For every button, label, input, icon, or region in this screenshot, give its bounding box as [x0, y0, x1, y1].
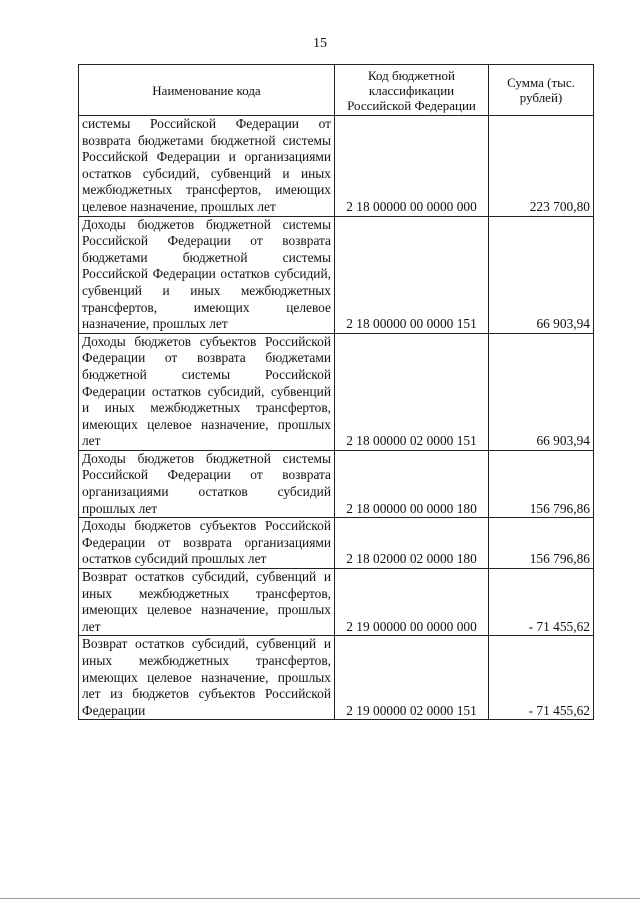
row-sum: 156 796,86 — [489, 450, 594, 517]
header-sum: Сумма (тыс. рублей) — [489, 65, 594, 116]
page-number: 15 — [313, 36, 327, 51]
row-code: 2 18 00000 00 0000 151 — [335, 216, 489, 333]
row-code: 2 18 00000 02 0000 151 — [335, 333, 489, 450]
row-sum: 156 796,86 — [489, 518, 594, 569]
row-sum: - 71 455,62 — [489, 569, 594, 636]
row-name: Доходы бюджетов бюджетной системы Российской Федерации от возврата бюджетами бюджетной системы Российской Федерации остатков субсидий, субвенций и иных межбюджетных трансфертов, имеющих целевое назначение, прошлых лет — [79, 216, 335, 333]
row-name: Доходы бюджетов субъектов Российской Федерации от возврата организациями остатков субсидий прошлых лет — [79, 518, 335, 569]
table-row — [79, 636, 594, 720]
table-row — [79, 569, 594, 636]
row-name: Возврат остатков субсидий, субвенций и иных межбюджетных трансфертов, имеющих целевое назначение, прошлых лет из бюджетов субъектов Российской Федерации — [79, 636, 335, 720]
row-name: Возврат остатков субсидий, субвенций и иных межбюджетных трансфертов, имеющих целевое назначение, прошлых лет — [79, 569, 335, 636]
table-row — [79, 450, 594, 517]
row-code: 2 18 00000 00 0000 000 — [335, 116, 489, 217]
row-code: 2 18 02000 02 0000 180 — [335, 518, 489, 569]
header-code: Код бюджетной классификации Российской Федерации — [335, 65, 489, 116]
table-row — [79, 333, 594, 450]
table-row — [79, 216, 594, 333]
row-sum: 66 903,94 — [489, 216, 594, 333]
row-sum: 66 903,94 — [489, 333, 594, 450]
row-sum: - 71 455,62 — [489, 636, 594, 720]
row-name: Доходы бюджетов субъектов Российской Федерации от возврата бюджетами бюджетной системы Российской Федерации остатков субсидий, субвенций и иных межбюджетных трансфертов, имеющих целевое назначение, прошлых лет — [79, 333, 335, 450]
row-sum: 223 700,80 — [489, 116, 594, 217]
row-code: 2 19 00000 02 0000 151 — [335, 636, 489, 720]
table-row — [79, 518, 594, 569]
header-name: Наименование кода — [79, 65, 335, 116]
budget-table — [78, 64, 594, 720]
scan-edge-line — [0, 898, 640, 899]
row-name: системы Российской Федерации от возврата бюджетами бюджетной системы Российской Федерации и организациями остатков субсидий, субвенций и иных межбюджетных трансфертов, имеющих целевое назначение, прошлых лет — [79, 116, 335, 217]
row-code: 2 18 00000 00 0000 180 — [335, 450, 489, 517]
row-name: Доходы бюджетов бюджетной системы Российской Федерации от возврата организациями остатков субсидий прошлых лет — [79, 450, 335, 517]
row-code: 2 19 00000 00 0000 000 — [335, 569, 489, 636]
table-row — [79, 116, 594, 217]
table-header-row — [79, 65, 594, 116]
